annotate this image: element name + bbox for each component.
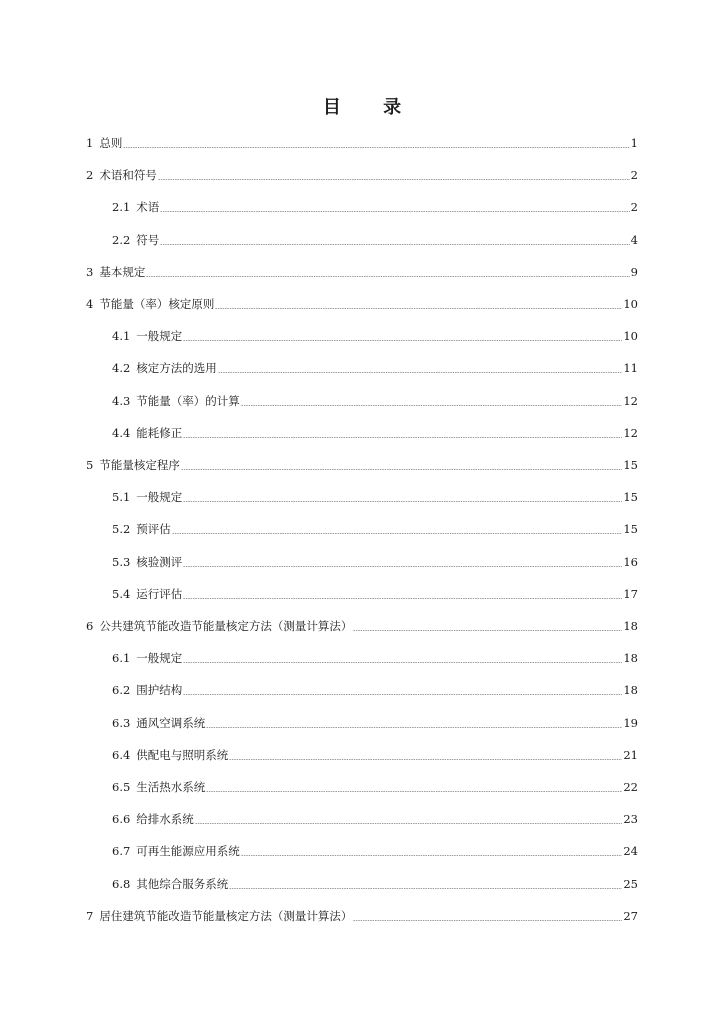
toc-entry[interactable]	[112, 809, 638, 829]
toc-entry-label: 供配电与照明系统	[136, 747, 229, 762]
toc-entry-label: 公共建筑节能改造节能量核定方法（测量计算法）	[99, 619, 353, 633]
toc-entry-number: 6.7	[112, 844, 131, 859]
toc-entry-page-number: 4	[630, 232, 638, 247]
dot-leader	[183, 662, 622, 663]
dot-leader	[353, 920, 622, 921]
page-title: 目 录	[322, 97, 420, 118]
toc-entry-number: 6.3	[112, 715, 131, 730]
toc-entry-label: 能耗修正	[136, 425, 183, 440]
toc-entry[interactable]	[86, 165, 638, 185]
toc-entry-number: 5.1	[112, 490, 131, 505]
toc-entry-label: 居住建筑节能改造节能量核定方法（测量计算法）	[99, 908, 353, 923]
toc-entry-label: 总则	[99, 136, 123, 150]
dot-leader	[123, 147, 629, 148]
dot-leader	[183, 340, 622, 341]
toc-entry-number: 5.4	[112, 586, 131, 601]
toc-entry-page-number: 18	[623, 651, 638, 666]
toc-entry-page-number: 2	[630, 168, 638, 183]
toc-entry[interactable]	[112, 423, 638, 443]
toc-entry-number: 3	[86, 264, 94, 279]
toc-entry-label: 术语和符号	[99, 168, 157, 183]
toc-entry[interactable]	[112, 584, 638, 604]
toc-entry-page-number: 12	[623, 393, 638, 408]
toc-entry-number: 6.6	[112, 812, 131, 827]
toc-entry-page-number: 17	[623, 586, 638, 601]
toc-entry[interactable]	[112, 358, 638, 378]
dot-leader	[206, 791, 622, 792]
toc-entry[interactable]	[112, 680, 638, 700]
toc-entry-label: 其他综合服务系统	[136, 876, 229, 891]
dot-leader	[218, 372, 623, 373]
toc-entry-label: 基本规定	[99, 264, 146, 279]
toc-entry[interactable]	[112, 648, 638, 668]
toc-entry-page-number: 21	[623, 747, 638, 762]
toc-entry-label: 可再生能源应用系统	[136, 844, 240, 859]
toc-entry-number: 5.2	[112, 522, 131, 537]
toc-entry[interactable]	[112, 519, 638, 539]
toc-entry-label: 节能量（率）的计算	[136, 393, 240, 408]
dot-leader	[160, 244, 629, 245]
toc-entry-number: 6.5	[112, 780, 131, 794]
toc-entry-label: 节能量核定程序	[99, 458, 180, 472]
toc-entry-label: 一般规定	[136, 329, 183, 344]
dot-leader	[183, 437, 622, 438]
dot-leader	[181, 469, 623, 470]
toc-entry-number: 7	[86, 908, 94, 923]
dot-leader	[158, 179, 630, 180]
toc-entry-page-number: 27	[623, 908, 638, 923]
toc-entry[interactable]	[112, 197, 638, 217]
toc-entry-page-number: 11	[623, 361, 638, 376]
toc-entry[interactable]	[112, 874, 638, 894]
toc-entry-page-number: 1	[630, 136, 638, 150]
dot-leader	[183, 566, 622, 567]
toc-entry-label: 通风空调系统	[136, 715, 206, 730]
toc-entry-page-number: 19	[623, 715, 638, 730]
toc-entry-number: 6.8	[112, 876, 131, 891]
toc-entry-number: 5.3	[112, 554, 131, 569]
toc-entry-page-number: 18	[623, 619, 638, 633]
dot-leader	[229, 759, 622, 760]
toc-entry-label: 一般规定	[136, 651, 183, 666]
toc-entry-label: 给排水系统	[136, 812, 194, 827]
toc-entry-page-number: 15	[623, 522, 638, 537]
toc-entry-number: 6.1	[112, 651, 131, 666]
toc-entry[interactable]	[112, 841, 638, 861]
toc-entry[interactable]	[86, 133, 638, 153]
toc-entry-page-number: 24	[623, 844, 638, 859]
dot-leader	[206, 727, 622, 728]
toc-entry-page-number: 15	[623, 458, 638, 472]
dot-leader	[183, 694, 622, 695]
toc-entry-number: 2.2	[112, 232, 131, 247]
toc-entry-number: 4.3	[112, 393, 131, 408]
toc-entry-page-number: 22	[623, 780, 638, 794]
toc-entry-label: 核定方法的选用	[136, 361, 217, 376]
toc-entry-label: 生活热水系统	[136, 780, 206, 794]
toc-entry-number: 4.4	[112, 425, 131, 440]
toc-entry-number: 1	[86, 136, 94, 150]
toc-entry-page-number: 10	[623, 329, 638, 344]
dot-leader	[183, 501, 622, 502]
toc-entry-number: 6.4	[112, 747, 131, 762]
toc-entry[interactable]	[86, 262, 638, 282]
dot-leader	[353, 630, 622, 631]
dot-leader	[146, 276, 629, 277]
toc-entry-number: 4.2	[112, 361, 131, 376]
toc-entry[interactable]	[112, 777, 638, 797]
toc-entry-page-number: 25	[623, 876, 638, 891]
toc-entry[interactable]	[86, 906, 638, 926]
toc-entry[interactable]	[112, 391, 638, 411]
toc-entry-number: 2	[86, 168, 94, 183]
toc-entry-page-number: 15	[623, 490, 638, 505]
toc-entry[interactable]	[86, 616, 638, 636]
toc-entry[interactable]	[112, 745, 638, 765]
toc-entry-number: 6	[86, 619, 94, 633]
toc-entry[interactable]	[112, 552, 638, 572]
toc-entry-number: 4	[86, 297, 94, 311]
toc-entry[interactable]	[86, 455, 638, 475]
toc-entry[interactable]	[112, 713, 638, 733]
dot-leader	[229, 888, 622, 889]
dot-leader	[241, 405, 623, 406]
dot-leader	[160, 211, 629, 212]
toc-entry-page-number: 16	[623, 554, 638, 569]
toc-entry-page-number: 18	[623, 683, 638, 698]
toc-entry-number: 5	[86, 458, 94, 472]
toc-entry-label: 围护结构	[136, 683, 183, 698]
toc-entry[interactable]	[112, 230, 638, 250]
toc-entry-number: 2.1	[112, 200, 131, 215]
dot-leader	[241, 855, 623, 856]
toc-entry-label: 符号	[136, 232, 160, 247]
toc-entry-page-number: 2	[630, 200, 638, 215]
toc-entry-page-number: 12	[623, 425, 638, 440]
dot-leader	[183, 598, 622, 599]
toc-entry-label: 核验测评	[136, 554, 183, 569]
toc-entry-label: 运行评估	[136, 586, 183, 601]
toc-entry-label: 术语	[136, 200, 160, 215]
toc-entry[interactable]	[112, 487, 638, 507]
toc-entry[interactable]	[112, 326, 638, 346]
toc-entry-page-number: 10	[623, 297, 638, 311]
dot-leader	[215, 308, 622, 309]
toc-entry-number: 6.2	[112, 683, 131, 698]
toc-entry-page-number: 9	[630, 264, 638, 279]
toc-entry-number: 4.1	[112, 329, 131, 344]
dot-leader	[195, 823, 623, 824]
toc-entry-label: 节能量（率）核定原则	[99, 297, 215, 311]
toc-entry-page-number: 23	[623, 812, 638, 827]
toc-entry[interactable]	[86, 294, 638, 314]
toc-entry-label: 预评估	[136, 522, 171, 537]
dot-leader	[172, 533, 623, 534]
toc-entry-label: 一般规定	[136, 490, 183, 505]
